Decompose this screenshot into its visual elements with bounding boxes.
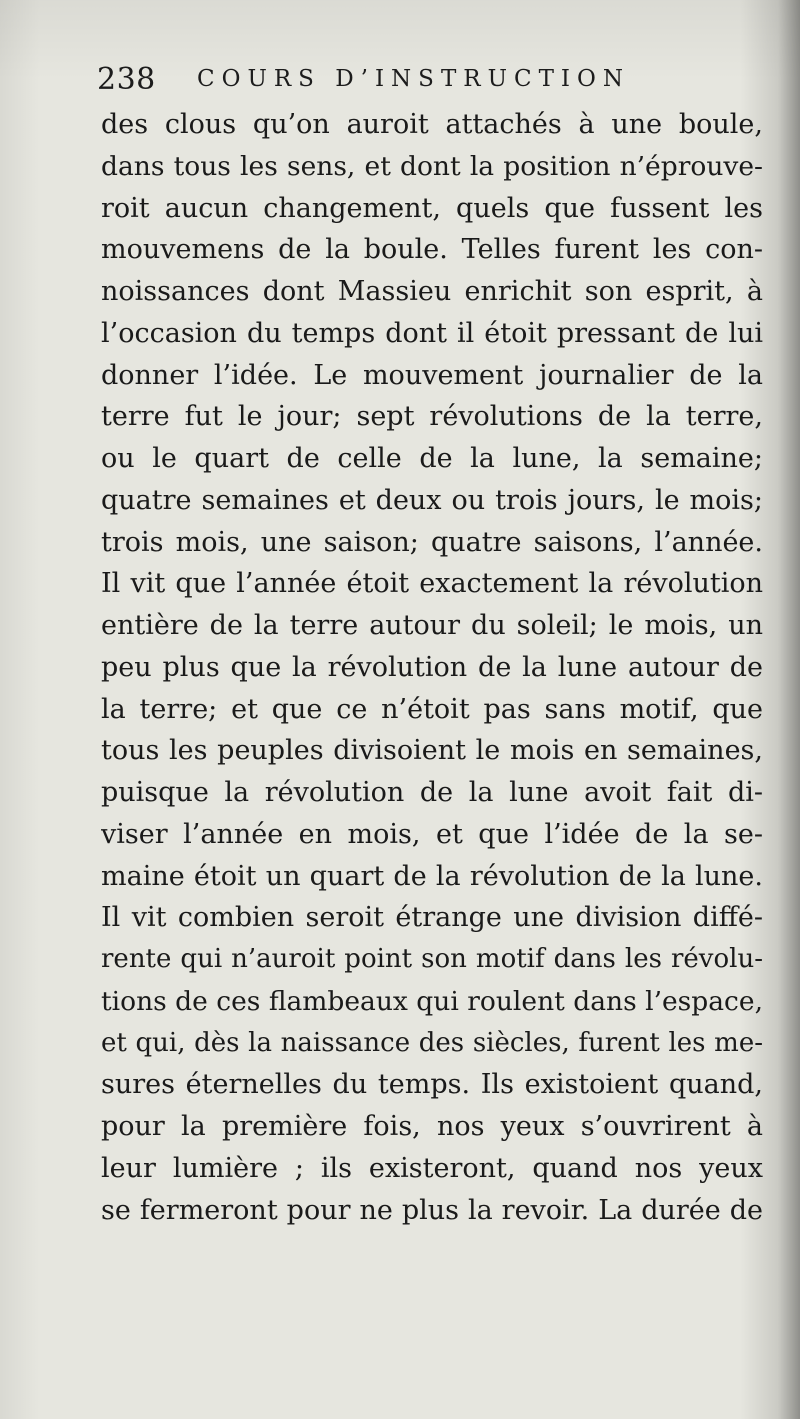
text-line: tous les peuples divisoient le mois en semaines, <box>101 735 763 767</box>
text-line: pour la première fois, nos yeux s’ouvrirent à <box>101 1111 763 1142</box>
text-line: leur lumière ; ils existeront, quand nos yeux <box>101 1152 763 1184</box>
text-line: viser l’année en mois, et que l’idée de la se- <box>101 818 763 850</box>
text-line: entière de la terre autour du soleil; le mois, un <box>101 610 763 641</box>
text-line: se fermeront pour ne plus la revoir. La durée de <box>101 1194 763 1226</box>
text-line: Il vit que l’année étoit exactement la révolution <box>101 568 763 600</box>
body-text <box>101 104 763 1231</box>
text-line: noissances dont Massieu enrichit son esprit, à <box>101 276 763 307</box>
text-line: rente qui n’auroit point son motif dans les révolu- <box>101 944 763 974</box>
text-line: l’occasion du temps dont il étoit pressant de lui <box>101 317 763 349</box>
text-line: Il vit combien seroit étrange une division diffé- <box>101 902 763 934</box>
text-line: sures éternelles du temps. Ils existoient quand, <box>101 1069 763 1101</box>
text-line: roit aucun changement, quels que fussent les <box>101 192 763 224</box>
text-line: maine étoit un quart de la révolution de la lune. <box>101 860 763 892</box>
text-line: mouvemens de la boule. Telles furent les con- <box>101 234 763 266</box>
text-line: puisque la révolution de la lune avoit fait di- <box>101 777 763 808</box>
text-line: la terre; et que ce n’étoit pas sans motif, que <box>101 693 763 725</box>
text-line: quatre semaines et deux ou trois jours, le mois; <box>101 484 763 516</box>
page-header <box>97 62 697 102</box>
text-line: donner l’idée. Le mouvement journalier de la <box>101 359 763 391</box>
text-line: et qui, dès la naissance des siècles, furent les me- <box>101 1027 763 1058</box>
text-line: dans tous les sens, et dont la position n’éprouve- <box>101 150 763 182</box>
page-number: 238 <box>97 62 156 97</box>
text-line: tions de ces flambeaux qui roulent dans l’espace, <box>101 985 763 1017</box>
text-line: ou le quart de celle de la lune, la semaine; <box>101 443 763 474</box>
text-line: des clous qu’on auroit attachés à une boule, <box>101 109 763 140</box>
text-line: terre fut le jour; sept révolutions de la terre, <box>101 401 763 433</box>
text-line: peu plus que la révolution de la lune autour de <box>101 651 763 683</box>
running-title: COURS D’INSTRUCTION <box>197 66 630 92</box>
text-line: trois mois, une saison; quatre saisons, l’année. <box>101 526 763 558</box>
